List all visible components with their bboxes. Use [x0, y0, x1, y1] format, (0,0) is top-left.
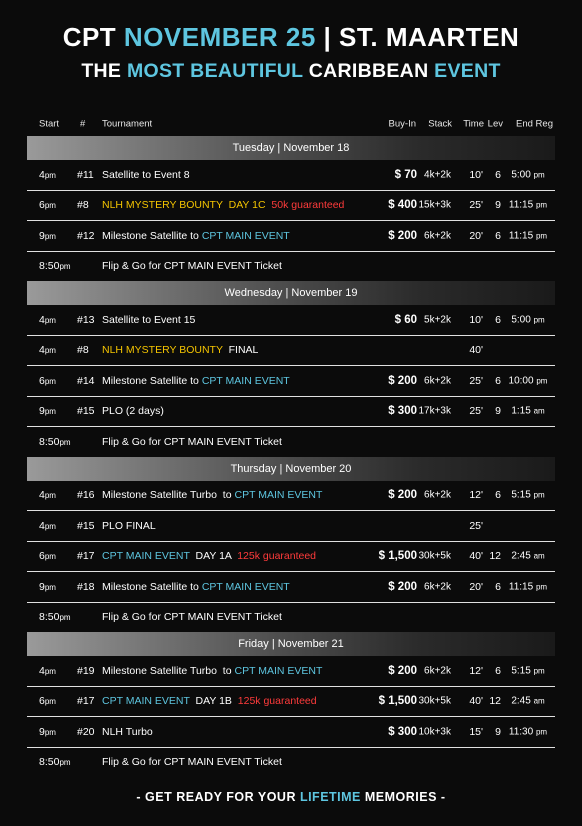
event-number: #13: [77, 313, 95, 326]
start-time: [39, 611, 71, 623]
start-time-ampm: pm: [44, 170, 56, 180]
col-time: Time: [463, 118, 484, 130]
table-row: [27, 542, 555, 573]
title-highlight: NOVEMBER 25: [123, 22, 316, 52]
tournament-name: [102, 199, 344, 211]
end-reg-ampm: pm: [535, 200, 548, 210]
tournament-name-part: NLH MYSTERY BOUNTY DAY 1C: [102, 199, 272, 212]
end-reg-value: 11:15: [508, 581, 534, 593]
table-row: [27, 748, 555, 778]
start-time-value: 4: [39, 344, 45, 357]
start-time: [39, 344, 56, 356]
end-reg-ampm: pm: [533, 666, 545, 676]
footer-part-2: MEMORIES -: [360, 790, 446, 804]
end-reg-ampm: am: [533, 696, 545, 706]
page-title: [0, 22, 582, 53]
end-reg-ampm: pm: [535, 582, 548, 592]
tournament-name-part: 125k guaranteed: [237, 550, 317, 563]
end-reg-value: 1:15: [511, 405, 531, 417]
starting-stack: 6k+2k: [424, 375, 451, 387]
buy-in: $ 200: [388, 489, 417, 502]
start-time-value: 4: [39, 519, 45, 532]
start-time-value: 4: [39, 168, 45, 181]
tournament-name: [102, 344, 258, 356]
level-time: 12': [469, 489, 483, 502]
buy-in: $ 60: [394, 313, 417, 326]
table-row: [27, 252, 555, 282]
start-time-ampm: pm: [44, 727, 56, 737]
start-time: [39, 489, 56, 501]
end-registration: [501, 169, 555, 180]
subtitle-highlight-2: EVENT: [434, 60, 501, 82]
tournament-name-part: CPT MAIN EVENT: [234, 664, 323, 677]
col-buyin: Buy-In: [388, 118, 416, 130]
start-time-ampm: pm: [44, 491, 56, 501]
start-time: [39, 520, 56, 532]
end-reg-value: 5:15: [511, 489, 531, 501]
start-time: [39, 260, 71, 272]
start-time: [39, 199, 56, 211]
buy-in: $ 1,500: [378, 695, 417, 708]
end-registration: [501, 726, 555, 737]
table-row: [27, 481, 555, 512]
tournament-name-part: CPT MAIN EVENT: [201, 580, 290, 593]
tournament-name-part: DAY 1A: [189, 550, 238, 563]
end-reg-value: 11:15: [508, 199, 534, 211]
event-number: #11: [77, 168, 94, 181]
title-prefix: CPT: [62, 22, 124, 52]
end-reg-value: 5:15: [511, 665, 531, 677]
event-number: #8: [77, 199, 89, 212]
event-number: #12: [77, 229, 95, 242]
table-row: [27, 397, 555, 428]
tournament-name-part: 125k guaranteed: [237, 695, 317, 708]
level-time: 12': [469, 664, 483, 677]
start-time-value: 8:50: [39, 611, 60, 624]
end-reg-ampm: pm: [535, 727, 548, 737]
buy-in: $ 300: [388, 405, 417, 418]
starting-stack: 30k+5k: [418, 695, 451, 707]
event-number: #8: [77, 344, 89, 357]
end-reg-value: 2:45: [511, 550, 531, 562]
col-tournament: Tournament: [102, 118, 153, 130]
start-time-ampm: pm: [44, 697, 56, 707]
start-time-ampm: pm: [59, 437, 71, 447]
start-time-ampm: pm: [59, 758, 71, 768]
end-reg-value: 5:00: [511, 314, 531, 326]
tournament-name-part: Milestone Satellite to: [102, 374, 202, 387]
tournament-name-part: Satellite to Event 8: [102, 168, 190, 181]
table-row: [27, 427, 555, 457]
tournament-name: [102, 375, 290, 387]
level-time: 10': [469, 168, 483, 181]
late-reg-levels: 12: [489, 695, 501, 708]
start-time: [39, 695, 56, 707]
start-time-value: 8:50: [39, 260, 60, 273]
tournament-name-part: FINAL: [222, 344, 259, 357]
starting-stack: 4k+2k: [424, 169, 451, 181]
level-time: 25': [469, 519, 483, 532]
late-reg-levels: 6: [495, 489, 501, 502]
tournament-name-part: Flip & Go for CPT MAIN EVENT Ticket: [102, 260, 282, 273]
end-registration: [501, 406, 555, 417]
tournament-name: [102, 581, 290, 593]
start-time: [39, 230, 56, 242]
start-time-value: 6: [39, 374, 45, 387]
tournament-name-part: CPT MAIN EVENT: [201, 229, 290, 242]
table-row: [27, 717, 555, 748]
subtitle-part-1: THE: [81, 60, 127, 82]
buy-in: $ 1,500: [378, 550, 417, 563]
end-reg-value: 2:45: [511, 695, 531, 707]
start-time-value: 9: [39, 580, 45, 593]
end-reg-ampm: pm: [535, 231, 548, 241]
end-registration: [501, 314, 555, 325]
column-header-row: [27, 112, 555, 136]
table-row: [27, 221, 555, 252]
tournament-name: [102, 260, 282, 272]
day-header: Wednesday | November 19: [27, 281, 555, 305]
level-time: 40': [469, 695, 483, 708]
event-number: #17: [77, 695, 95, 708]
page-subtitle: [0, 60, 582, 83]
footer-tagline: [0, 790, 582, 804]
event-number: #16: [77, 489, 95, 502]
tournament-name-part: Milestone Satellite Turbo to: [102, 664, 235, 677]
start-time-ampm: pm: [44, 582, 56, 592]
start-time-value: 8:50: [39, 756, 60, 769]
start-time: [39, 405, 56, 417]
event-number: #15: [77, 405, 95, 418]
tournament-name: [102, 405, 164, 417]
tournament-name-part: Flip & Go for CPT MAIN EVENT Ticket: [102, 611, 282, 624]
table-row: [27, 305, 555, 336]
tournament-name: [102, 520, 156, 532]
table-row: [27, 336, 555, 367]
starting-stack: 15k+3k: [418, 199, 451, 211]
tournament-name: [102, 756, 282, 768]
tournament-name: [102, 436, 282, 448]
tournament-name-part: CPT MAIN EVENT: [201, 374, 290, 387]
buy-in: $ 400: [388, 199, 417, 212]
col-end-reg: End Reg: [516, 118, 553, 130]
start-time: [39, 169, 56, 181]
start-time-value: 4: [39, 489, 45, 502]
starting-stack: 6k+2k: [424, 665, 451, 677]
event-number: #18: [77, 580, 95, 593]
table-row: [27, 572, 555, 603]
tournament-name-part: DAY 1B: [189, 695, 238, 708]
buy-in: $ 200: [388, 580, 417, 593]
tournament-name-part: NLH Turbo: [102, 725, 153, 738]
starting-stack: 6k+2k: [424, 581, 451, 593]
end-reg-ampm: pm: [536, 376, 548, 386]
late-reg-levels: 9: [495, 199, 501, 212]
buy-in: $ 70: [394, 168, 417, 181]
starting-stack: 5k+2k: [424, 314, 451, 326]
start-time: [39, 436, 71, 448]
event-number: #15: [77, 519, 95, 532]
late-reg-levels: 6: [495, 313, 501, 326]
end-reg-value: 10:00: [508, 375, 534, 387]
day-header: Thursday | November 20: [27, 457, 555, 481]
late-reg-levels: 12: [489, 550, 501, 563]
late-reg-levels: 6: [495, 580, 501, 593]
start-time: [39, 581, 56, 593]
tournament-name: [102, 314, 195, 326]
starting-stack: 10k+3k: [418, 726, 451, 738]
level-time: 25': [469, 405, 483, 418]
tournament-name-part: Milestone Satellite to: [102, 580, 202, 593]
end-reg-ampm: pm: [533, 170, 545, 180]
start-time-ampm: pm: [44, 201, 56, 211]
level-time: 40': [469, 344, 483, 357]
end-reg-ampm: am: [533, 551, 545, 561]
start-time-value: 8:50: [39, 435, 60, 448]
day-header: Friday | November 21: [27, 632, 555, 656]
end-reg-value: 11:15: [508, 230, 534, 242]
starting-stack: 6k+2k: [424, 230, 451, 242]
late-reg-levels: 6: [495, 664, 501, 677]
end-reg-ampm: pm: [533, 490, 545, 500]
table-row: [27, 366, 555, 397]
table-row: [27, 656, 555, 687]
start-time-ampm: pm: [44, 521, 56, 531]
end-registration: [501, 200, 555, 211]
end-registration: [501, 665, 555, 676]
start-time-ampm: pm: [44, 346, 56, 356]
late-reg-levels: 9: [495, 405, 501, 418]
day-sections: [27, 136, 555, 777]
tournament-name: [102, 230, 290, 242]
level-time: 15': [469, 725, 483, 738]
tournament-name-part: CPT MAIN EVENT: [234, 489, 323, 502]
tournament-name-part: 50k guaranteed: [271, 199, 345, 212]
col-start: Start: [39, 118, 60, 130]
start-time: [39, 550, 56, 562]
tournament-name: [102, 611, 282, 623]
start-time-value: 9: [39, 229, 45, 242]
start-time: [39, 314, 56, 326]
end-registration: [501, 551, 555, 562]
table-row: [27, 511, 555, 542]
end-registration: [501, 696, 555, 707]
level-time: 25': [469, 199, 483, 212]
start-time: [39, 756, 71, 768]
late-reg-levels: 9: [495, 725, 501, 738]
level-time: 20': [469, 580, 483, 593]
tournament-name-part: Milestone Satellite to: [102, 229, 202, 242]
buy-in: $ 200: [388, 664, 417, 677]
end-registration: [501, 375, 555, 386]
late-reg-levels: 6: [495, 168, 501, 181]
start-time-ampm: pm: [44, 552, 56, 562]
start-time-value: 4: [39, 313, 45, 326]
buy-in: $ 300: [388, 725, 417, 738]
tournament-name: [102, 665, 322, 677]
end-registration: [501, 230, 555, 241]
start-time-ampm: pm: [44, 231, 56, 241]
tournament-name-part: CPT MAIN EVENT: [102, 695, 190, 708]
level-time: 25': [469, 374, 483, 387]
end-reg-value: 5:00: [511, 169, 531, 181]
level-time: 20': [469, 229, 483, 242]
level-time: 40': [469, 550, 483, 563]
table-row: [27, 687, 555, 718]
starting-stack: 17k+3k: [418, 405, 451, 417]
tournament-name-part: PLO (2 days): [102, 405, 164, 418]
starting-stack: 30k+5k: [418, 550, 451, 562]
col-levels: Lev: [487, 118, 503, 130]
late-reg-levels: 6: [495, 374, 501, 387]
col-stack: Stack: [428, 118, 452, 130]
tournament-name: [102, 489, 322, 501]
start-time-ampm: pm: [44, 407, 56, 417]
late-reg-levels: 6: [495, 229, 501, 242]
title-location: | ST. MAARTEN: [315, 22, 520, 52]
tournament-name: [102, 169, 190, 181]
start-time-value: 6: [39, 695, 45, 708]
end-registration: [501, 581, 555, 592]
event-number: #20: [77, 725, 95, 738]
tournament-name-part: PLO FINAL: [102, 519, 156, 532]
table-row: [27, 191, 555, 222]
start-time-ampm: pm: [59, 613, 71, 623]
schedule-table: [27, 112, 555, 777]
event-number: #19: [77, 664, 95, 677]
start-time: [39, 375, 56, 387]
end-reg-ampm: pm: [533, 315, 545, 325]
tournament-name: [102, 550, 316, 562]
start-time-value: 6: [39, 199, 45, 212]
event-number: #17: [77, 550, 95, 563]
table-row: [27, 160, 555, 191]
start-time: [39, 726, 56, 738]
start-time-ampm: pm: [44, 376, 56, 386]
end-registration: [501, 490, 555, 501]
col-number: #: [80, 118, 86, 130]
subtitle-highlight-1: MOST BEAUTIFUL: [126, 60, 304, 82]
start-time-value: 9: [39, 725, 45, 738]
tournament-name-part: Flip & Go for CPT MAIN EVENT Ticket: [102, 756, 282, 769]
table-row: [27, 603, 555, 633]
end-reg-value: 11:30: [508, 726, 534, 738]
tournament-name-part: Milestone Satellite Turbo to: [102, 489, 235, 502]
buy-in: $ 200: [388, 229, 417, 242]
start-time-value: 9: [39, 405, 45, 418]
start-time-ampm: pm: [59, 262, 71, 272]
starting-stack: 6k+2k: [424, 489, 451, 501]
tournament-name-part: CPT MAIN EVENT: [102, 550, 190, 563]
start-time-value: 6: [39, 550, 45, 563]
level-time: 10': [469, 313, 483, 326]
start-time-value: 4: [39, 664, 45, 677]
subtitle-part-2: CARIBBEAN: [303, 60, 435, 82]
tournament-name-part: Flip & Go for CPT MAIN EVENT Ticket: [102, 435, 282, 448]
start-time-ampm: pm: [44, 315, 56, 325]
day-header: Tuesday | November 18: [27, 136, 555, 160]
start-time-ampm: pm: [44, 666, 56, 676]
footer-part-1: - GET READY FOR YOUR: [136, 790, 300, 804]
tournament-name-part: NLH MYSTERY BOUNTY: [102, 344, 223, 357]
buy-in: $ 200: [388, 374, 417, 387]
footer-highlight: LIFETIME: [299, 790, 361, 804]
tournament-name-part: Satellite to Event 15: [102, 313, 196, 326]
tournament-name: [102, 726, 153, 738]
tournament-name: [102, 695, 317, 707]
event-number: #14: [77, 374, 95, 387]
end-reg-ampm: am: [533, 406, 545, 416]
start-time: [39, 665, 56, 677]
